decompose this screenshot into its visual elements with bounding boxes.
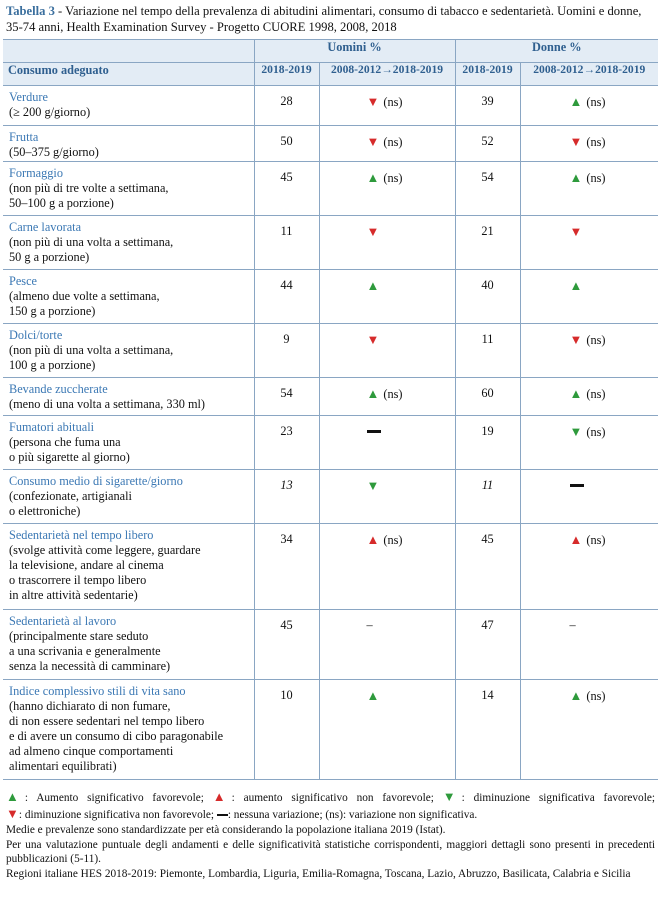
men-trend-cell: [319, 126, 455, 162]
row-label-cell: [3, 524, 254, 610]
women-value-cell: 52: [455, 126, 520, 162]
ns-label: (ns): [586, 171, 606, 185]
up-favorable-icon: ▲: [569, 94, 583, 109]
up-favorable-icon: ▲: [569, 170, 583, 185]
women-value-cell: 14: [455, 680, 520, 780]
men-value-cell: 50: [254, 126, 319, 162]
header-item: Consumo adeguato: [3, 63, 254, 86]
row-detail: (persona che fuma una: [9, 435, 121, 449]
men-value-cell: 9: [254, 324, 319, 378]
men-trend-cell: [319, 86, 455, 126]
row-detail: (non più di una volta a settimana,: [9, 343, 174, 357]
row-title: Dolci/torte: [9, 328, 63, 342]
row-label-cell: [3, 324, 254, 378]
legend-line-2: ▼: diminuzione significativa non favorevole; : nessuna variazione; (ns): variazione non significativa.: [6, 805, 478, 821]
up-favorable-icon: ▲: [366, 278, 380, 293]
down-unfavorable-icon: ▼: [366, 94, 380, 109]
row-label-cell: [3, 162, 254, 216]
table-row: [3, 270, 658, 324]
table-row: [3, 126, 658, 162]
up-favorable-icon: ▲: [569, 386, 583, 401]
ns-label: (ns): [586, 533, 606, 547]
row-detail: senza la necessità di camminare): [9, 659, 171, 673]
down-unfavorable-icon: ▼: [366, 224, 380, 239]
women-trend-cell: [520, 378, 658, 416]
row-label-cell: [3, 680, 254, 780]
row-title: Carne lavorata: [9, 220, 82, 234]
dash-icon: –: [569, 618, 576, 632]
up-favorable-icon: ▲: [366, 170, 380, 185]
men-trend-cell: [319, 162, 455, 216]
ns-label: (ns): [586, 387, 606, 401]
row-detail: 50 g a porzione): [9, 250, 90, 264]
row-title: Bevande zuccherate: [9, 382, 108, 396]
men-value-cell: 13: [254, 470, 319, 524]
ns-label: (ns): [383, 135, 403, 149]
note-publications: Per una valutazione puntuale degli andamenti e delle significatività statistiche corrispondenti, maggiori dettagli sono presenti in precedenti pubblicazioni (5-11).: [6, 838, 655, 865]
down-unfavorable-icon: ▼: [569, 134, 583, 149]
row-detail: (confezionate, artigianali: [9, 489, 132, 503]
header-men-trend: 2008-2012→2018-2019: [319, 63, 455, 86]
men-value-cell: 34: [254, 524, 319, 610]
header-row-groups: [3, 40, 658, 63]
women-value-cell: 54: [455, 162, 520, 216]
women-value-cell: 60: [455, 378, 520, 416]
women-trend-cell: [520, 162, 658, 216]
down-favorable-icon: ▼: [442, 789, 462, 804]
row-detail: la televisione, andare al cinema: [9, 558, 164, 572]
row-label-cell: [3, 378, 254, 416]
row-title: Fumatori abituali: [9, 420, 95, 434]
row-label-cell: [3, 126, 254, 162]
up-favorable-icon: ▲: [569, 278, 583, 293]
men-trend-cell: [319, 680, 455, 780]
note-regions: Regioni italiane HES 2018-2019: Piemonte, Lombardia, Liguria, Emilia-Romagna, Toscana, Lazio, Abruzzo, Basilicata, Calabria e Sicilia: [6, 867, 631, 880]
table-row: [3, 524, 658, 610]
men-value-cell: 23: [254, 416, 319, 470]
men-trend-cell: [319, 324, 455, 378]
down-favorable-icon: ▼: [569, 424, 583, 439]
men-value-cell: 54: [254, 378, 319, 416]
up-unfavorable-icon: ▲: [569, 532, 583, 547]
row-detail: di non essere sedentari nel tempo libero: [9, 714, 205, 728]
row-title: Indice complessivo stili di vita sano: [9, 684, 186, 698]
header-row-columns: [3, 63, 658, 86]
women-value-cell: 19: [455, 416, 520, 470]
men-trend-cell: [319, 610, 455, 680]
down-unfavorable-icon: ▼: [366, 332, 380, 347]
men-trend-cell: [319, 378, 455, 416]
up-favorable-icon: ▲: [569, 688, 583, 703]
header-women: Donne %: [455, 40, 658, 63]
ns-label: (ns): [586, 425, 606, 439]
women-trend-cell: [520, 416, 658, 470]
no-change-icon: [367, 430, 381, 433]
women-value-cell: 11: [455, 324, 520, 378]
row-detail: (principalmente stare seduto: [9, 629, 149, 643]
header-empty: [3, 40, 254, 63]
row-detail: ad almeno cinque comportamenti: [9, 744, 174, 758]
men-value-cell: 45: [254, 162, 319, 216]
row-label-cell: [3, 610, 254, 680]
table-row: [3, 324, 658, 378]
row-title: Consumo medio di sigarette/giorno: [9, 474, 183, 488]
row-title: Pesce: [9, 274, 37, 288]
row-title: Sedentarietà al lavoro: [9, 614, 117, 628]
dash-icon: –: [366, 618, 373, 632]
header-men-year: 2018-2019: [254, 63, 319, 86]
table-container: [3, 0, 658, 881]
down-unfavorable-icon: ▼: [366, 134, 380, 149]
row-label-cell: [3, 270, 254, 324]
row-detail: (50–375 g/giorno): [9, 145, 99, 159]
ns-label: (ns): [586, 689, 606, 703]
women-trend-cell: [520, 270, 658, 324]
ns-label: (ns): [383, 533, 403, 547]
men-value-cell: 11: [254, 216, 319, 270]
legend-line-1: ▲: Aumento significativo favorevole; ▲: aumento significativo non favorevole; ▼: diminuzione significativa favorevole;: [6, 789, 655, 804]
table-row: [3, 610, 658, 680]
women-trend-cell: [520, 680, 658, 780]
row-title: Sedentarietà nel tempo libero: [9, 528, 154, 542]
women-value-cell: 45: [455, 524, 520, 610]
row-detail: 150 g a porzione): [9, 304, 96, 318]
no-change-icon: [570, 484, 584, 487]
women-trend-cell: [520, 470, 658, 524]
men-value-cell: 28: [254, 86, 319, 126]
row-label-cell: [3, 86, 254, 126]
women-trend-cell: [520, 324, 658, 378]
row-detail: e di avere un consumo di cibo paragonabile: [9, 729, 224, 743]
men-trend-cell: [319, 270, 455, 324]
row-title: Formaggio: [9, 166, 63, 180]
caption-text: - Variazione nel tempo della prevalenza di abitudini alimentari, consumo di tabacco e sedentarietà. Uomini e donne, 35-74 anni, Health Examination Survey - Progetto CUORE 1998, 2008, 2018: [6, 4, 642, 34]
row-detail: (svolge attività come leggere, guardare: [9, 543, 201, 557]
up-unfavorable-icon: ▲: [366, 532, 380, 547]
header-women-trend: 2008-2012→2018-2019: [520, 63, 658, 86]
women-trend-cell: [520, 126, 658, 162]
table-row: [3, 680, 658, 780]
data-table: [3, 39, 658, 780]
table-row: [3, 162, 658, 216]
note-standardization: Medie e prevalenze sono standardizzate per età considerando la popolazione italiana 2019 (Istat).: [6, 824, 446, 836]
row-detail: o trascorrere il tempo libero: [9, 573, 147, 587]
women-value-cell: 40: [455, 270, 520, 324]
down-unfavorable-icon: ▼: [569, 224, 583, 239]
table-row: [3, 416, 658, 470]
row-detail: a una scrivania e generalmente: [9, 644, 161, 658]
header-men: Uomini %: [254, 40, 455, 63]
row-detail: 100 g a porzione): [9, 358, 96, 372]
row-detail: o più sigarette al giorno): [9, 450, 130, 464]
row-label-cell: [3, 416, 254, 470]
table-body: [3, 86, 658, 780]
down-unfavorable-icon: ▼: [6, 805, 19, 821]
up-favorable-icon: ▲: [366, 688, 380, 703]
women-trend-cell: [520, 86, 658, 126]
up-unfavorable-icon: ▲: [212, 789, 232, 804]
row-detail: o elettroniche): [9, 504, 81, 518]
table-caption: [3, 0, 658, 39]
row-detail: (≥ 200 g/giorno): [9, 105, 91, 119]
ns-label: (ns): [383, 387, 403, 401]
no-change-icon: [217, 814, 228, 816]
men-value-cell: 10: [254, 680, 319, 780]
women-value-cell: 11: [455, 470, 520, 524]
ns-label: (ns): [586, 95, 606, 109]
ns-label: (ns): [383, 171, 403, 185]
row-detail: (non più di tre volte a settimana,: [9, 181, 169, 195]
row-detail: alimentari equilibrati): [9, 759, 117, 773]
ns-label: (ns): [383, 95, 403, 109]
row-detail: 50–100 g a porzione): [9, 196, 114, 210]
women-value-cell: 47: [455, 610, 520, 680]
ns-label: (ns): [586, 135, 606, 149]
table-row: [3, 378, 658, 416]
row-detail: (non più di una volta a settimana,: [9, 235, 174, 249]
row-title: Verdure: [9, 90, 48, 104]
row-detail: (meno di una volta a settimana, 330 ml): [9, 397, 206, 411]
women-value-cell: 21: [455, 216, 520, 270]
footnotes: [3, 780, 658, 881]
women-value-cell: 39: [455, 86, 520, 126]
women-trend-cell: [520, 524, 658, 610]
men-trend-cell: [319, 524, 455, 610]
down-favorable-icon: ▼: [366, 478, 380, 493]
men-trend-cell: [319, 470, 455, 524]
men-trend-cell: [319, 416, 455, 470]
up-favorable-icon: ▲: [366, 386, 380, 401]
row-detail: in altre attività sedentarie): [9, 588, 138, 602]
men-value-cell: 44: [254, 270, 319, 324]
table-row: [3, 86, 658, 126]
table-row: [3, 216, 658, 270]
caption-label: Tabella 3: [6, 4, 55, 18]
table-row: [3, 470, 658, 524]
ns-label: (ns): [586, 333, 606, 347]
header-women-year: 2018-2019: [455, 63, 520, 86]
men-trend-cell: [319, 216, 455, 270]
row-detail: (hanno dichiarato di non fumare,: [9, 699, 171, 713]
row-title: Frutta: [9, 130, 39, 144]
up-favorable-icon: ▲: [6, 789, 25, 804]
row-detail: (almeno due volte a settimana,: [9, 289, 160, 303]
men-value-cell: 45: [254, 610, 319, 680]
women-trend-cell: [520, 610, 658, 680]
women-trend-cell: [520, 216, 658, 270]
down-unfavorable-icon: ▼: [569, 332, 583, 347]
row-label-cell: [3, 470, 254, 524]
row-label-cell: [3, 216, 254, 270]
